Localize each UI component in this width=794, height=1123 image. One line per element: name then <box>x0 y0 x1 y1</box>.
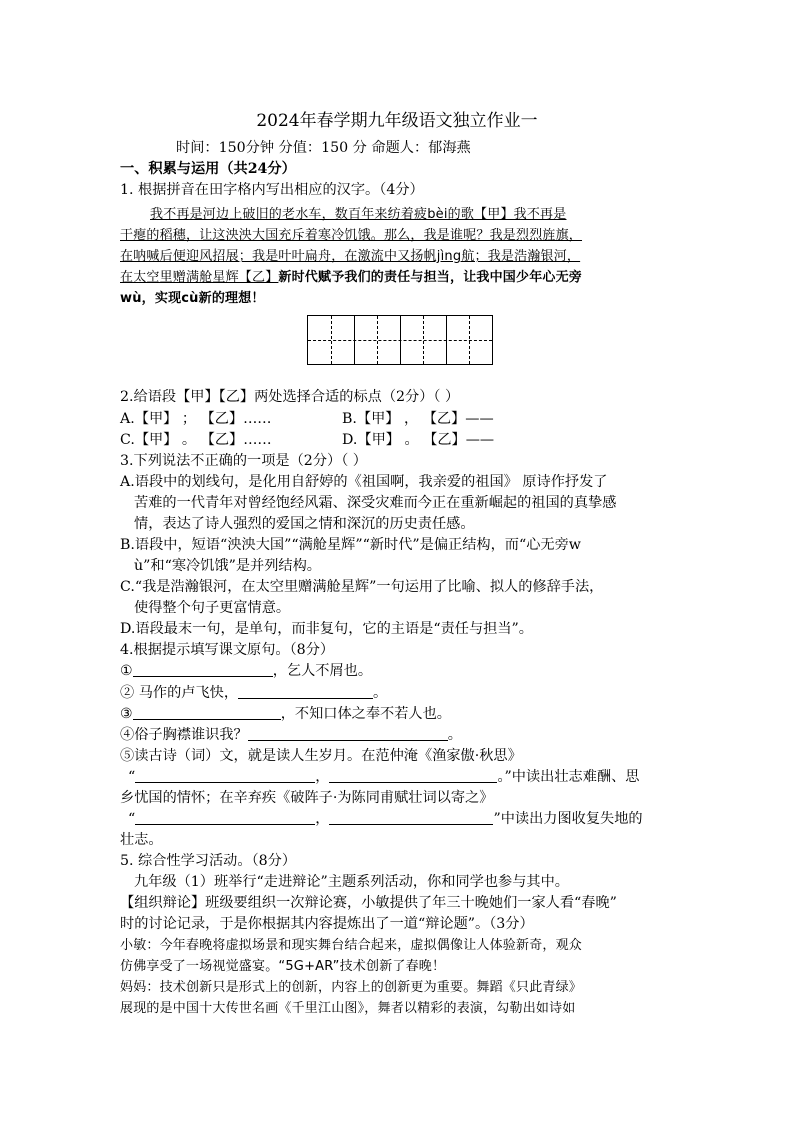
q3-option-a-line1[interactable]: A.语段中的划线句，是化用自舒婷的《祖国啊，我亲爱的祖国》 原诗作抒发了 <box>120 474 608 490</box>
q4-item5-line4: “ ， ”中读出力图收复失地的 <box>128 811 643 827</box>
answer-blank[interactable] <box>135 767 315 783</box>
q1-passage-line3: 在呐喊后便迎风招展；我是叶叶扁舟，在激流中又扬帆jìng航；我是浩瀚银河， <box>120 249 581 264</box>
q3-prompt: 3.下列说法不正确的一项是（2分）（ ） <box>120 453 367 469</box>
answer-blank[interactable] <box>329 809 493 825</box>
q4-item5-line3: 乡忧国的情怀；在辛弃疾《破阵子·为陈同甫赋壮词以寄之》 <box>120 790 494 806</box>
q4-prompt: 4.根据提示填写课文原句。（8分） <box>120 642 335 658</box>
tianzige-grid[interactable] <box>307 315 493 365</box>
q5-mother-line1: 妈妈：技术创新只是形式上的创新，内容上的创新更为重要。舞蹈《只此青绿》 <box>120 980 583 995</box>
q5-xiaomin-line2: 仿佛享受了一场视觉盛宴。“5G+AR”技术创新了春晚！ <box>120 959 446 974</box>
q2-option-a[interactable]: A.【甲】 ； 【乙】…… <box>120 411 272 427</box>
answer-blank[interactable] <box>133 661 273 677</box>
q3-option-a-line3: 情，表达了诗人强烈的爱国之情和深沉的历史责任感。 <box>134 516 475 532</box>
q1-passage-line1: 我不再是河边上破旧的老水车，数百年来纺着疲bèi的歌【甲】我不再是 <box>150 207 567 222</box>
answer-blank[interactable] <box>133 704 281 720</box>
exam-meta: 时间：150分钟 分值：150 分 命题人：郁海燕 <box>176 140 471 156</box>
q1-passage-line4: 在太空里赠满舱星辉【乙】新时代赋予我们的责任与担当，让我中国少年心无旁 <box>120 270 583 285</box>
q4-item5-intro: ⑤读古诗（词）文，就是读人生岁月。在范仲淹《渔家傲·秋思》 <box>120 748 522 764</box>
q5-prompt: 5. 综合性学习活动。（8分） <box>120 853 297 869</box>
section-heading: 一、积累与运用（共24分） <box>120 161 296 177</box>
answer-blank[interactable] <box>329 767 497 783</box>
q4-item3: ③ ，不知口体之奉不若人也。 <box>120 706 451 722</box>
q5-mother-line2: 展现的是中国十大传世名画《千里江山图》，舞者以精彩的表演，勾勒出如诗如 <box>120 1001 576 1016</box>
answer-blank[interactable] <box>135 809 315 825</box>
q1-passage-line5: wù，实现cù新的理想！ <box>120 291 265 306</box>
q5-intro: 九年级（1）班举行“走进辩论”主题系列活动，你和同学也参与其中。 <box>134 874 569 890</box>
q4-item2: ② 马作的卢飞快， 。 <box>120 685 388 701</box>
q1-prompt: 1. 根据拼音在田字格内写出相应的汉字。（4分） <box>120 182 424 198</box>
q4-item4: ④俗子胸襟谁识我？ 。 <box>120 727 462 743</box>
q5-task-line1: 【组织辩论】班级要组织一次辩论赛，小敏提供了年三十晚她们一家人看“春晚” <box>120 895 617 911</box>
q2-option-c[interactable]: C.【甲】 。 【乙】…… <box>120 432 272 448</box>
q3-option-b-line2: ù”和“寒冷饥饿”是并列结构。 <box>134 558 321 574</box>
q2-option-b[interactable]: B.【甲】 ， 【乙】—— <box>342 411 494 427</box>
q4-item1: ① ，乞人不屑也。 <box>120 663 373 679</box>
q2-option-d[interactable]: D.【甲】 。 【乙】—— <box>342 432 495 448</box>
answer-blank[interactable] <box>238 683 373 699</box>
q4-item5-line2: “ ， 。”中读出壮志难酬、思 <box>128 769 640 785</box>
q1-passage-line2: 干瘪的稻穗，让这泱泱大国充斥着寒冷饥饿。那么，我是谁呢？我是烈烈旌旗， <box>120 228 583 243</box>
q3-option-d[interactable]: D.语段最末一句，是单句，而非复句，它的主语是“责任与担当”。 <box>120 621 533 637</box>
q3-option-b-line1[interactable]: B.语段中，短语“泱泱大国”“满舱星辉”“新时代”是偏正结构，而“心无旁w <box>120 537 581 553</box>
q3-option-a-line2: 苦难的一代青年对曾经饱经风霜、深受灾难而今正在重新崛起的祖国的真挚感 <box>134 495 617 511</box>
q3-option-c-line2: 使得整个句子更富情意。 <box>134 600 291 616</box>
q5-xiaomin-line1: 小敏：今年春晚将虚拟场景和现实舞台结合起来，虚拟偶像让人体验新奇，观众 <box>120 938 583 953</box>
q4-item5-line5: 壮志。 <box>120 832 163 848</box>
q5-task-line2: 时的讨论记录，于是你根据其内容提炼出了一道“辩论题”。（3分） <box>120 916 534 932</box>
document-title: 2024年春学期九年级语文独立作业一 <box>256 111 538 131</box>
q3-option-c-line1[interactable]: C.“我是浩瀚银河，在太空里赠满舱星辉”一句运用了比喻、拟人的修辞手法， <box>120 579 604 595</box>
q2-prompt: 2.给语段【甲】【乙】两处选择合适的标点（2分）（ ） <box>120 389 460 405</box>
answer-blank[interactable] <box>248 725 448 741</box>
